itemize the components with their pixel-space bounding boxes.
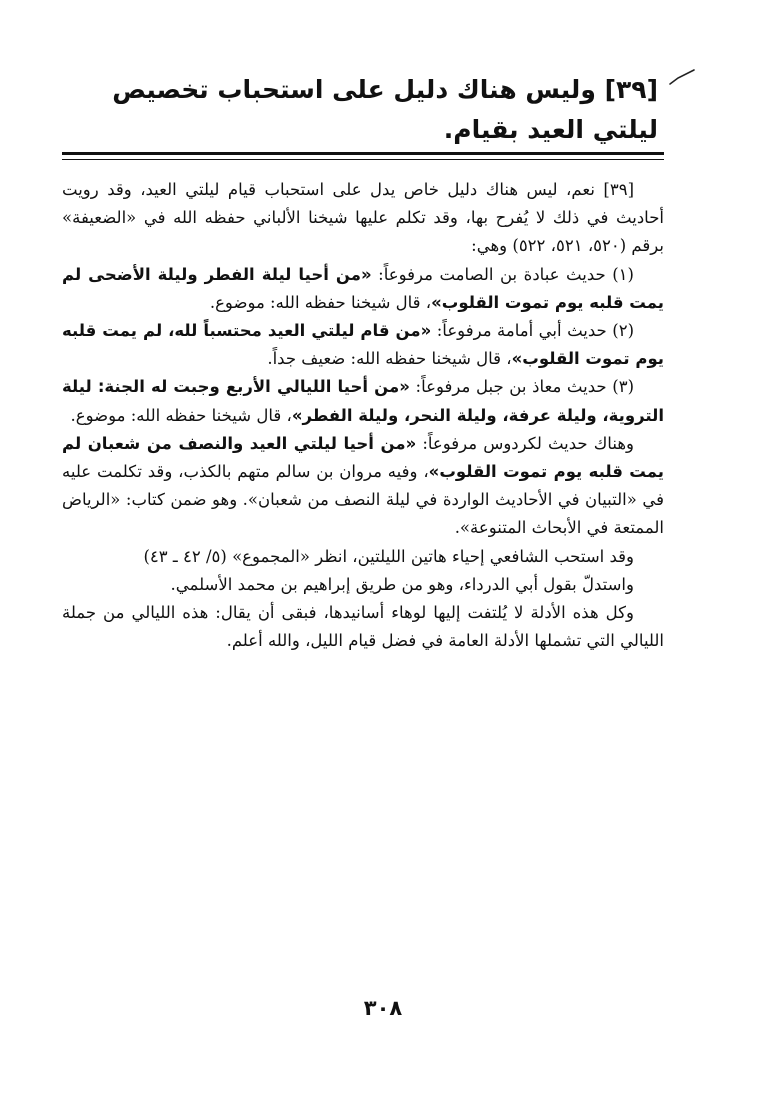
heading-rule-thin (62, 159, 664, 160)
conclusion-paragraph: وكل هذه الأدلة لا يُلتفت إليها لوهاء أسانيدها، فبقى أن يقال: هذه الليالي من جملة الليالي التي تشملها الأدلة العامة في فضل قيام الليل، والله أعلم. (62, 603, 664, 651)
istadalla-paragraph: واستدلّ بقول أبي الدرداء، وهو من طريق إبراهيم بن محمد الأسلمي. (170, 574, 634, 594)
hadith-2-suffix: ، قال شيخنا حفظه الله: ضعيف جداً. (267, 349, 512, 369)
hadith-2-prefix: (٢) حديث أبي أمامة مرفوعاً: (431, 321, 634, 341)
hadith-3-suffix: ، قال شيخنا حفظه الله: موضوع. (70, 405, 292, 425)
hadith-3-quote: «من أحيا الليالي الأربع وجبت له الجنة: ليلة التروية، وليلة عرفة، وليلة النحر، وليلة الفطر» (62, 377, 664, 425)
heading-text: وليس هناك دليل على استحباب تخصيص ليلتي العيد بقيام. (112, 75, 658, 144)
hadith-1-suffix: ، قال شيخنا حفظه الله: موضوع. (209, 292, 432, 312)
hadith-1-paragraph (62, 261, 664, 317)
intro-paragraph: [٣٩] نعم، ليس هناك دليل خاص يدل على استحباب قيام ليلتي العيد، وقد رويت أحاديث في ذلك لا يُفرح بها، وقد تكلم عليها شيخنا الألباني حفظه الله في «الضعيفة» برقم (٥٢٠، ٥٢١، ٥٢٢) وهي: (62, 180, 664, 256)
heading-rule-thick (62, 152, 664, 155)
hadith-3-prefix: (٣) حديث معاذ بن جبل مرفوعاً: (409, 377, 634, 397)
hadith-4-suffix: ، وفيه مروان بن سالم متهم بالكذب، وقد تكلمت عليه في «التبيان في الأحاديث الواردة في ليلة النصف من شعبان». وهو ضمن كتاب: «الرياض الممتعة في الأبحاث المتنوعة». (62, 462, 664, 538)
hadith-2-quote: «من قام ليلتي العيد محتسباً لله، لم يمت قلبه يوم تموت القلوب» (62, 321, 664, 369)
section-heading (58, 70, 658, 150)
margin-check-icon (668, 66, 696, 92)
hadith-1-prefix: (١) حديث عبادة بن الصامت مرفوعاً: (371, 264, 634, 284)
hadith-4-prefix: وهناك حديث لكردوس مرفوعاً: (416, 433, 634, 453)
commentary-body (62, 176, 664, 655)
page-number: ٣٠٨ (363, 996, 403, 1020)
hadith-2-paragraph (62, 317, 664, 373)
heading-number: [٣٩] (604, 75, 658, 104)
hadith-4-quote: «من أحيا ليلتي العيد والنصف من شعبان لم يمت قلبه يوم تموت القلوب» (62, 433, 664, 482)
hadith-1-quote: «من أحيا ليلة الفطر وليلة الأضحى لم يمت قلبه يوم تموت القلوب» (62, 264, 664, 312)
hadith-4-paragraph (62, 430, 664, 543)
shafii-paragraph: وقد استحب الشافعي إحياء هاتين الليلتين، انظر «المجموع» (٥/ ٤٢ ـ ٤٣) (143, 546, 634, 566)
hadith-3-paragraph (62, 373, 664, 429)
